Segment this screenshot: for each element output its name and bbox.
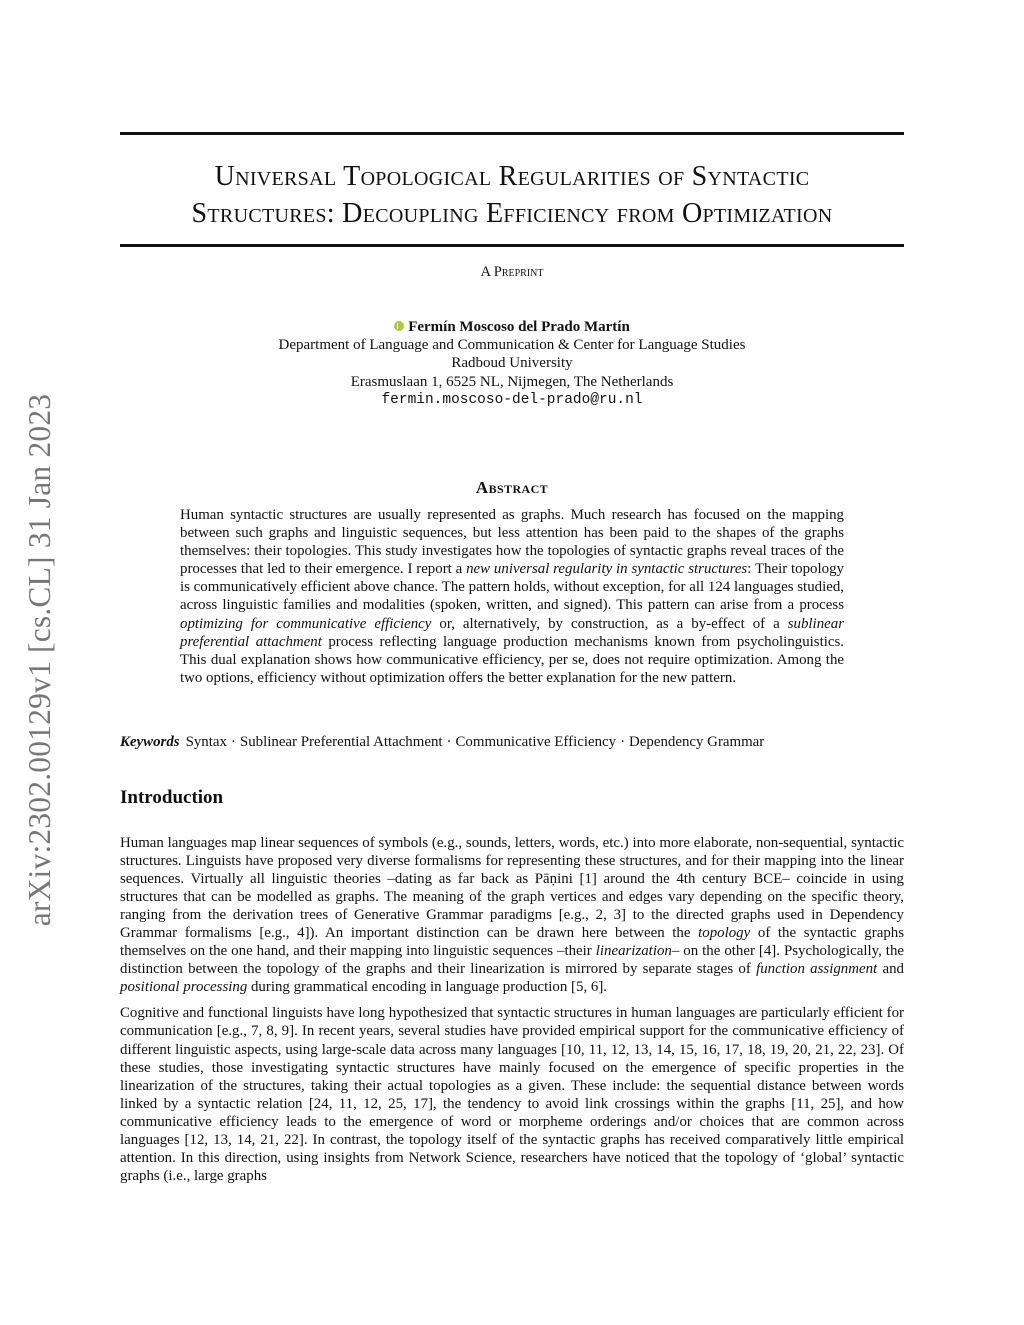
paragraph-1 bbox=[120, 834, 904, 996]
keyword-item: Syntax bbox=[185, 734, 227, 750]
top-rule bbox=[120, 132, 904, 135]
paragraph-emphasis: function assignment bbox=[756, 961, 878, 978]
keyword-item: Dependency Grammar bbox=[629, 734, 765, 750]
paragraph-segment: Human languages map linear sequences of symbols (e.g., sounds, letters, words, etc.) into more elaborate, non-sequential, syntactic structures. Linguists have proposed very diverse formalisms for representing these structures, and for their mapping into the linear sequences. Virtually all linguistic theories –dating as far back as Pāṇini [1] around the 4th century BCE– coincide in using structures that can be modelled as graphs. The meaning of the graph vertices and edges vary depending on the specific theory, ranging from the derivation trees of Generative Grammar paradigms [e.g., 2, 3] to the directed graphs used in Dependency Grammar formalisms [e.g., 4]). An important distinction can be drawn here between the bbox=[120, 835, 904, 942]
abstract-segment: Human syntactic structures are usually represented as graphs. Much research has focused on the mapping between such graphs and linguistic sequences, but less attention has been paid to the shapes of the graphs themselves: their topologies. This study investigates how the topologies of syntactic graphs reveal traces of the processes that led to their emergence. I report a bbox=[180, 507, 844, 578]
keywords-label: Keywords bbox=[120, 734, 180, 750]
arxiv-identifier: arXiv:2302.00129v1 [cs.CL] 31 Jan 2023 bbox=[22, 393, 57, 927]
paragraph-segment: – on the other [4]. Psychologically, the distinction between the topology of the graphs and their linearization is mirrored by separate stages of bbox=[120, 943, 905, 978]
abstract-emphasis: sublinear preferential attachment bbox=[180, 615, 844, 650]
keyword-item: Communicative Efficiency bbox=[455, 734, 617, 750]
title-line-1: Universal Topological Regularities of Syntactic bbox=[214, 161, 810, 192]
orcid-icon[interactable] bbox=[394, 321, 404, 331]
paragraph-segment: during grammatical encoding in language production [5, 6]. bbox=[247, 979, 608, 996]
author-name: Fermín Moscoso del Prado Martín bbox=[408, 319, 630, 335]
abstract-segment: : Their topology is communicatively efficient above chance. The pattern holds, without exception, for all 124 languages studied, across linguistic families and modalities (spoken, written, and signed). This pattern can arise from a process bbox=[180, 561, 844, 614]
paragraph-emphasis: linearization bbox=[595, 943, 672, 960]
paragraph-segment: of the syntactic graphs themselves on the one hand, and their mapping into linguistic sequences –their bbox=[120, 925, 905, 960]
paper-title bbox=[120, 158, 904, 232]
body-text bbox=[120, 834, 904, 1193]
author-department: Department of Language and Communication & Center for Language Studies bbox=[278, 337, 746, 354]
keywords-line bbox=[120, 734, 904, 751]
preprint-label: A Preprint bbox=[480, 264, 544, 280]
paragraph-2: Cognitive and functional linguists have long hypothesized that syntactic structures in human languages are particularly efficient for communication [e.g., 7, 8, 9]. In recent years, several studies have provided empirical support for the communicative efficiency of different linguistic aspects, using large-scale data across many languages [10, 11, 12, 13, 14, 15, 16, 17, 18, 19, 20, 21, 22, 23]. Of these studies, those investigating syntactic structures have mainly focused on the emergence of specific properties in the linearization of the structures, taking their actual topologies as a given. These include: the sequential distance between words linked by a syntactic relation [24, 11, 12, 25, 17], the tendency to avoid link crossings within the graphs [11, 25], and how communicative efficiency leads to the emergence of word or morpheme orderings and/or choices that are common across languages [12, 13, 14, 21, 22]. In contrast, the topology itself of the syntactic graphs has received comparatively little empirical attention. In this direction, using insights from Network Science, researchers have noticed that the topology of ‘global’ syntactic graphs (i.e., large graphs bbox=[120, 1005, 904, 1184]
paragraph-emphasis: positional processing bbox=[120, 979, 248, 996]
paragraph-segment: and bbox=[877, 961, 904, 978]
abstract-text bbox=[180, 506, 844, 687]
title-line-2: Structures: Decoupling Efficiency from Optimization bbox=[191, 198, 833, 229]
keyword-separator: · bbox=[620, 734, 626, 750]
abstract-emphasis: optimizing for communicative efficiency bbox=[180, 615, 432, 632]
paragraph-emphasis: topology bbox=[698, 925, 751, 942]
author-university: Radboud University bbox=[451, 355, 573, 372]
keyword-separator: · bbox=[446, 734, 452, 750]
bottom-rule bbox=[120, 244, 904, 247]
abstract-emphasis: new universal regularity in syntactic structures bbox=[466, 561, 748, 578]
author-email[interactable]: fermin.moscoso-del-prado@ru.nl bbox=[381, 391, 643, 408]
abstract-segment: process reflecting language production mechanisms known from psycholinguistics. This dual explanation shows how communicative efficiency, per se, does not require optimization. Among the two options, efficiency without optimization offers the better explanation for the new pattern. bbox=[180, 633, 844, 686]
author-block bbox=[120, 318, 904, 409]
section-heading-introduction: Introduction bbox=[120, 787, 224, 808]
keyword-item: Sublinear Preferential Attachment bbox=[239, 734, 443, 750]
abstract-segment: or, alternatively, by construction, as a by-effect of a bbox=[431, 615, 788, 632]
author-address: Erasmuslaan 1, 6525 NL, Nijmegen, The Netherlands bbox=[350, 373, 674, 390]
abstract-heading: Abstract bbox=[475, 478, 549, 497]
keyword-separator: · bbox=[230, 734, 236, 750]
